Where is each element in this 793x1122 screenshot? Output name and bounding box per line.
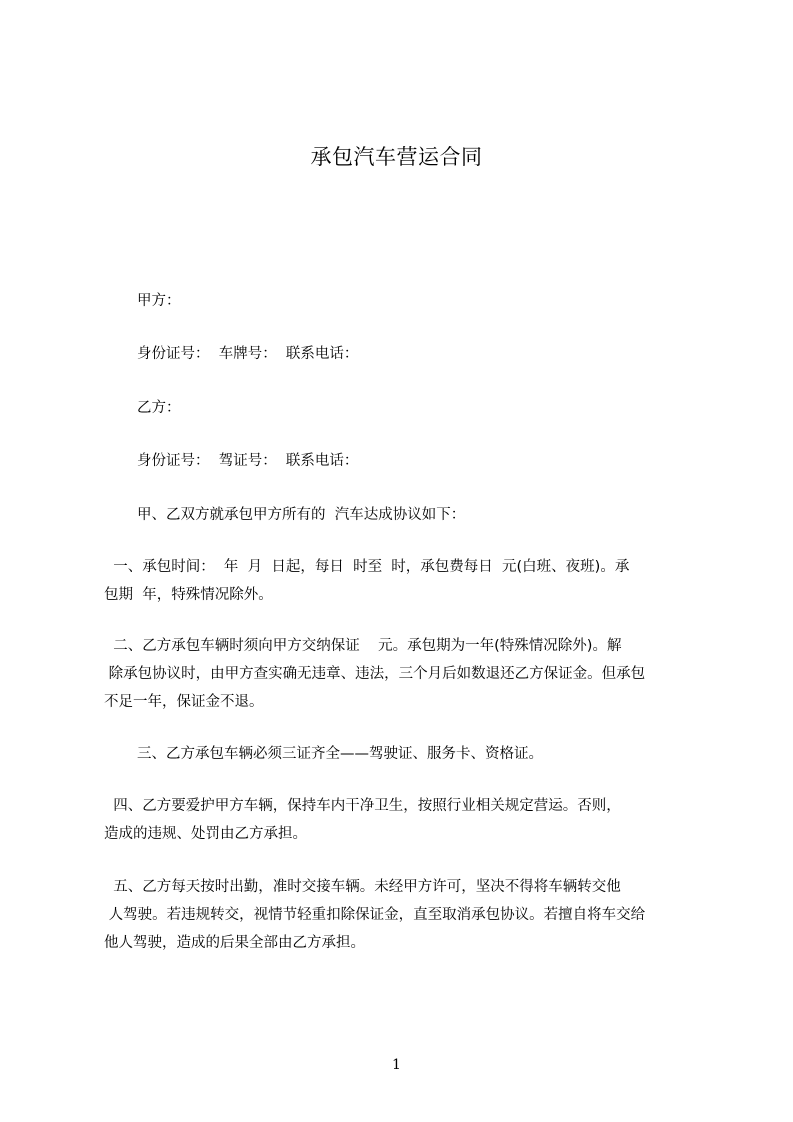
clause-2-line-3: 不足一年，保证金不退。 [104,694,264,710]
page-number: 1 [392,1057,401,1073]
agreement-intro: 甲、乙双方就承包甲方所有的 汽车达成协议如下： [137,507,466,523]
document-title: 承包汽车营运合同 [310,145,483,169]
clause-5-line-2: 人驾驶。若违规转交，视情节轻重扣除保证金，直至取消承包协议。若擅自将车交给 [104,907,646,923]
party-a-info: 身份证号： 车牌号： 联系电话： [137,346,359,362]
clause-1-line-2: 包期 年，特殊情况除外。 [104,587,273,603]
party-b-label: 乙方： [137,400,181,416]
clause-1-line-1: 一、承包时间： 年 月 日起，每日 时至 时，承包费每日 元(白班、夜班)。承 [104,559,630,575]
party-b-info: 身份证号： 驾证号： 联系电话： [137,453,359,469]
clause-2-line-1: 二、乙方承包车辆时须向甲方交纳保证 元。承包期为一年(特殊情况除外)。解 [104,638,622,654]
clause-4-line-1: 四、乙方要爱护甲方车辆，保持车内干净卫生，按照行业相关规定营运。否则， [104,798,621,814]
clause-1 [104,553,704,609]
clause-3: 三、乙方承包车辆必须三证齐全——驾驶证、服务卡、资格证。 [137,746,543,762]
clause-5-line-3: 他人驾驶，造成的后果全部由乙方承担。 [104,935,365,951]
clause-4-line-2: 造成的违规、处罚由乙方承担。 [104,826,307,842]
clause-2-line-2: 除承包协议时，由甲方查实确无违章、违法，三个月后如数退还乙方保证金。但承包 [104,666,646,682]
clause-4 [104,792,704,848]
clause-5-line-1: 五、乙方每天按时出勤，准时交接车辆。未经甲方许可，坚决不得将车辆转交他 [104,879,621,895]
party-a-label: 甲方： [137,293,181,309]
clause-2 [104,632,704,716]
clause-5 [104,873,704,957]
